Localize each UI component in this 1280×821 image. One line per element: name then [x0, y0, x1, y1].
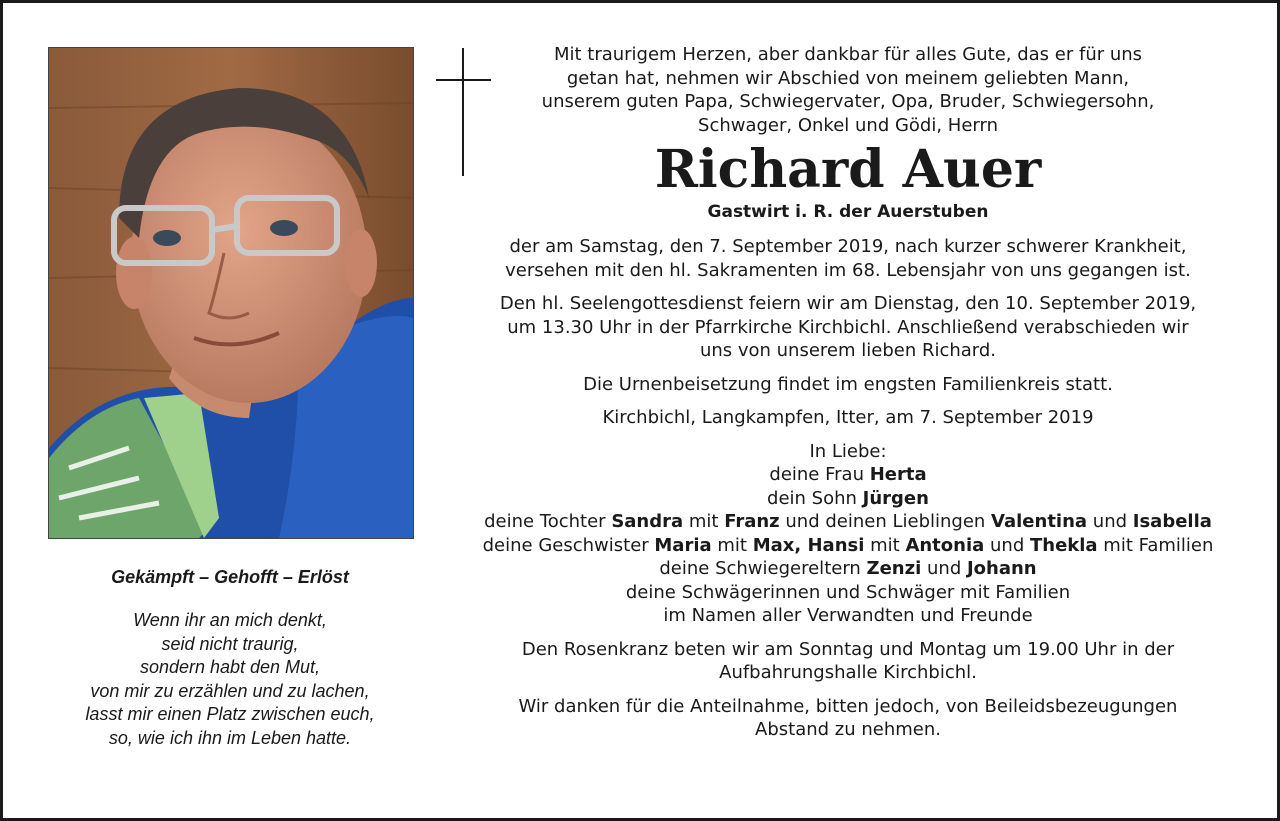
rosary-line: Aufbahrungshalle Kirchbichl.	[719, 662, 977, 683]
family-wife: deine Frau Herta	[769, 464, 927, 485]
poem-line: lasst mir einen Platz zwischen euch,	[85, 704, 375, 724]
family-son: dein Sohn Jürgen	[767, 487, 929, 509]
intro-line: Mit traurigem Herzen, aber dankbar für alles Gute, das er für uns	[553, 44, 1143, 65]
love-header: In Liebe:	[809, 440, 887, 462]
deceased-name: Richard Auer	[654, 139, 1042, 200]
intro-line: getan hat, nehmen wir Abschied von meinem geliebten Mann,	[566, 67, 1130, 89]
poem-line: von mir zu erzählen und zu lachen,	[90, 680, 370, 701]
obituary-text	[443, 43, 1253, 742]
portrait-photo	[48, 47, 414, 539]
service-line: Den hl. Seelengottesdienst feiern wir am Dienstag, den 10. September 2019,	[499, 293, 1197, 314]
family-sisters-in-law: deine Schwägerinnen und Schwäger mit Familien	[625, 581, 1071, 603]
service-line: uns von unserem lieben Richard.	[699, 340, 997, 361]
family-inlaws: deine Schwiegereltern Zenzi und Johann	[659, 558, 1037, 579]
poem-line: seid nicht traurig,	[161, 633, 299, 654]
poem-line: sondern habt den Mut,	[139, 657, 321, 677]
poem-line: Wenn ihr an mich denkt,	[133, 610, 327, 630]
family-daughter: deine Tochter Sandra mit Franz und deinen Lieblingen Valentina und Isabella	[484, 511, 1212, 532]
intro-line: unserem guten Papa, Schwiegervater, Opa, Bruder, Schwiegersohn,	[541, 91, 1155, 112]
rosary-line: Den Rosenkranz beten wir am Sonntag und Montag um 19.00 Uhr in der	[521, 638, 1175, 660]
urn-notice: Die Urnenbeisetzung findet im engsten Familienkreis statt.	[583, 373, 1113, 395]
death-line: der am Samstag, den 7. September 2019, nach kurzer schwerer Krankheit,	[509, 236, 1187, 257]
death-line: versehen mit den hl. Sakramenten im 68. Lebensjahr von uns gegangen ist.	[505, 259, 1191, 281]
poem	[33, 609, 427, 750]
deceased-title: Gastwirt i. R. der Auerstuben	[707, 202, 989, 222]
family-siblings: deine Geschwister Maria mit Max, Hansi mit Antonia und Thekla mit Familien	[482, 534, 1214, 556]
place-date: Kirchbichl, Langkampfen, Itter, am 7. September 2019	[602, 407, 1094, 428]
service-line: um 13.30 Uhr in der Pfarrkirche Kirchbichl. Anschließend verabschieden wir	[507, 316, 1189, 338]
thanks-line: Abstand zu nehmen.	[755, 719, 941, 740]
family-relatives: im Namen aller Verwandten und Freunde	[663, 605, 1033, 626]
motto: Gekämpft – Gehofft – Erlöst	[111, 567, 349, 587]
portrait-illustration	[49, 48, 413, 538]
intro-line: Schwager, Onkel und Gödi, Herrn	[698, 114, 998, 136]
poem-line: so, wie ich ihn im Leben hatte.	[108, 727, 352, 748]
thanks-line: Wir danken für die Anteilnahme, bitten jedoch, von Beileidsbezeugungen	[518, 695, 1178, 717]
